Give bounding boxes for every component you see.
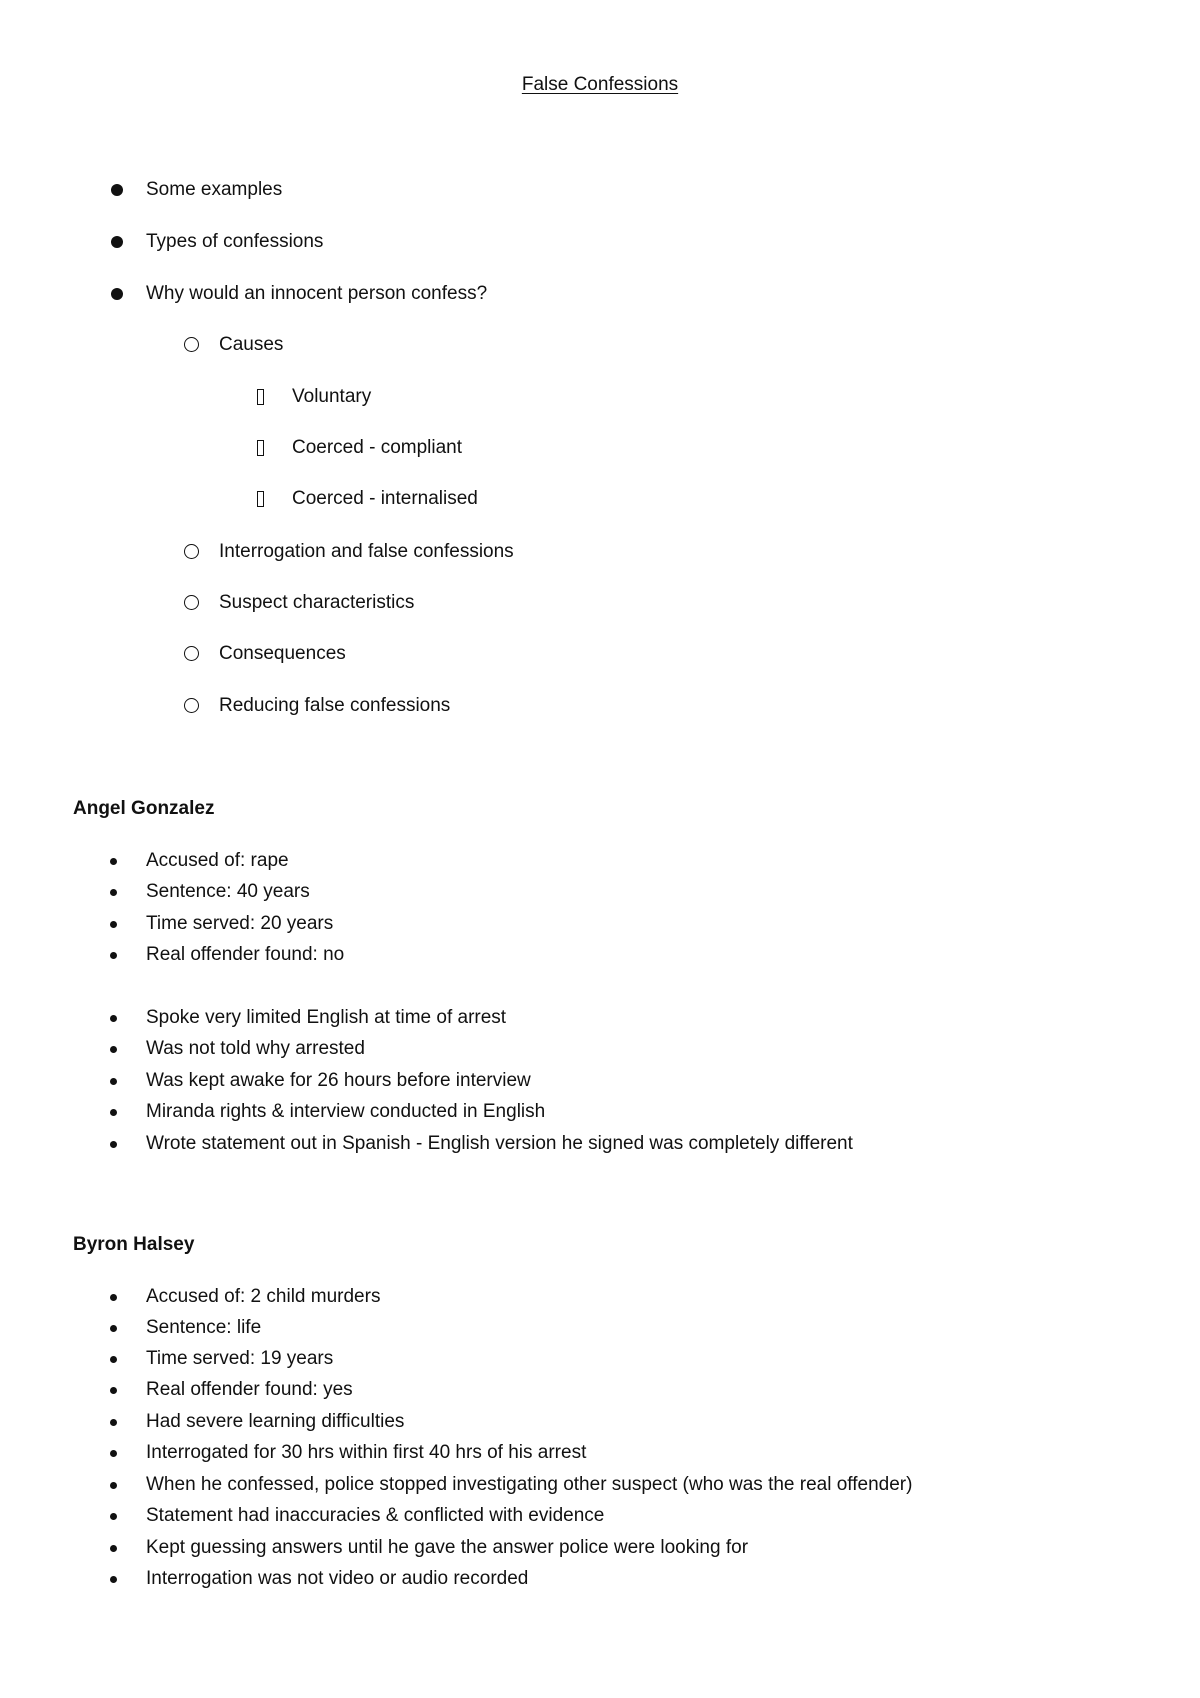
outline-subsubitem-label: Coerced - internalised [292, 488, 478, 509]
hollow-circle-bullet-icon [184, 698, 199, 713]
outline-subsubitem-label: Voluntary [292, 386, 372, 407]
case-detail-item [0, 1129, 1100, 1159]
outline-subsubitem-label: Coerced - compliant [292, 437, 463, 458]
outline-subitem [0, 589, 700, 617]
case-fact-text: Had severe learning difficulties [146, 1411, 405, 1432]
case-fact-text: Time served: 19 years [146, 1348, 334, 1369]
bullet-icon [110, 1387, 117, 1394]
case-fact-text: Time served: 20 years [146, 913, 334, 934]
bullet-icon [110, 1450, 117, 1457]
case-fact-text: Accused of: 2 child murders [146, 1286, 381, 1307]
case-fact-item [0, 940, 1100, 970]
bullet-icon [110, 921, 117, 928]
case-fact-item [0, 846, 1100, 876]
case-fact-text: Sentence: life [146, 1317, 262, 1338]
box-bullet-icon [257, 389, 264, 405]
case-fact-text: Real offender found: yes [146, 1379, 353, 1400]
case-fact-item [0, 1438, 1100, 1468]
outline-item-label: Types of confessions [146, 231, 324, 252]
case-fact-item [0, 909, 1100, 939]
bullet-icon [110, 1545, 117, 1552]
case-fact-text: Interrogation was not video or audio recorded [146, 1568, 529, 1589]
outline-subitem [0, 640, 700, 668]
case-fact-item [0, 877, 1100, 907]
case-detail-text: Spoke very limited English at time of arrest [146, 1007, 507, 1028]
filled-bullet-icon [111, 288, 123, 300]
case-fact-text: Sentence: 40 years [146, 881, 310, 902]
case-fact-item [0, 1501, 1100, 1531]
case-detail-item [0, 1003, 1100, 1033]
hollow-circle-bullet-icon [184, 646, 199, 661]
case-detail-text: Miranda rights & interview conducted in English [146, 1101, 546, 1122]
box-bullet-icon [257, 491, 264, 507]
bullet-icon [110, 1078, 117, 1085]
case-detail-item [0, 1066, 1100, 1096]
bullet-icon [110, 952, 117, 959]
filled-bullet-icon [111, 236, 123, 248]
outline-subitem-label: Interrogation and false confessions [219, 541, 514, 562]
outline-item [0, 280, 700, 308]
outline-subitem [0, 538, 700, 566]
bullet-icon [110, 1109, 117, 1116]
bullet-icon [110, 1294, 117, 1301]
case-fact-item [0, 1533, 1100, 1563]
outline-item-label: Some examples [146, 179, 283, 200]
case-fact-text: Interrogated for 30 hrs within first 40 hrs of his arrest [146, 1442, 587, 1463]
outline-subitem-label: Reducing false confessions [219, 695, 451, 716]
document-title: False Confessions [521, 74, 679, 95]
case-fact-item [0, 1282, 1100, 1312]
outline-subitem-label: Causes [219, 334, 284, 355]
case-fact-text: Statement had inaccuracies & conflicted with evidence [146, 1505, 605, 1526]
filled-bullet-icon [111, 184, 123, 196]
outline-subitem-label: Suspect characteristics [219, 592, 415, 613]
bullet-icon [110, 889, 117, 896]
bullet-icon [110, 1046, 117, 1053]
bullet-icon [110, 1141, 117, 1148]
bullet-icon [110, 1482, 117, 1489]
case-fact-text: Real offender found: no [146, 944, 345, 965]
case-heading: Byron Halsey [73, 1234, 195, 1255]
bullet-icon [110, 1325, 117, 1332]
bullet-icon [110, 1513, 117, 1520]
box-bullet-icon [257, 440, 264, 456]
case-fact-text: When he confessed, police stopped investigating other suspect (who was the real offender) [146, 1474, 913, 1495]
outline-subsubitem [0, 434, 700, 462]
case-fact-item [0, 1313, 1100, 1343]
case-fact-item [0, 1375, 1100, 1405]
case-fact-item [0, 1470, 1100, 1500]
bullet-icon [110, 1356, 117, 1363]
case-heading: Angel Gonzalez [73, 798, 215, 819]
case-fact-text: Accused of: rape [146, 850, 289, 871]
bullet-icon [110, 1576, 117, 1583]
case-detail-text: Was kept awake for 26 hours before interview [146, 1070, 531, 1091]
bullet-icon [110, 858, 117, 865]
case-fact-item [0, 1407, 1100, 1437]
case-fact-item [0, 1344, 1100, 1374]
outline-item-label: Why would an innocent person confess? [146, 283, 488, 304]
case-detail-item [0, 1097, 1100, 1127]
outline-subitem [0, 331, 700, 359]
case-detail-text: Was not told why arrested [146, 1038, 365, 1059]
bullet-icon [110, 1419, 117, 1426]
outline-subsubitem [0, 485, 700, 513]
outline-subitem [0, 692, 700, 720]
case-detail-text: Wrote statement out in Spanish - English version he signed was completely different [146, 1133, 853, 1154]
case-detail-item [0, 1034, 1100, 1064]
hollow-circle-bullet-icon [184, 595, 199, 610]
case-fact-item [0, 1564, 1100, 1594]
outline-item [0, 176, 700, 204]
bullet-icon [110, 1015, 117, 1022]
case-fact-text: Kept guessing answers until he gave the answer police were looking for [146, 1537, 749, 1558]
hollow-circle-bullet-icon [184, 544, 199, 559]
outline-subsubitem [0, 383, 700, 411]
outline-subitem-label: Consequences [219, 643, 346, 664]
outline-item [0, 228, 700, 256]
hollow-circle-bullet-icon [184, 337, 199, 352]
